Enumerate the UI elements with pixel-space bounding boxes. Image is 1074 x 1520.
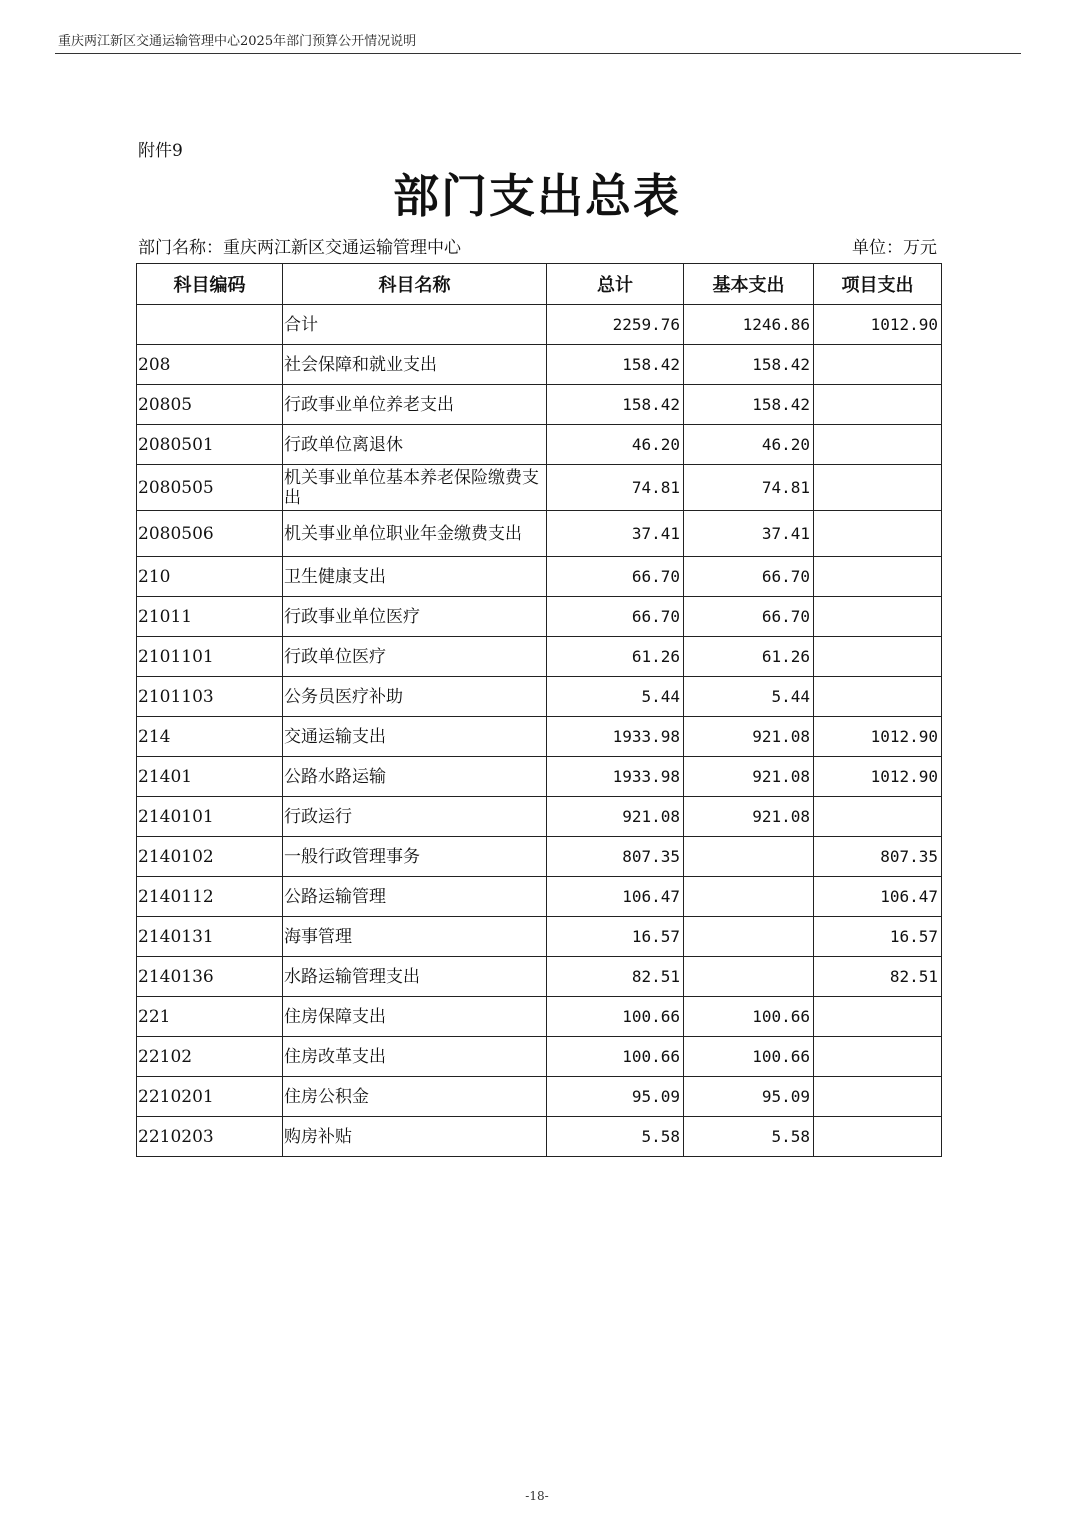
table-row [137, 1117, 942, 1157]
expenditure-table [136, 263, 942, 1157]
cell-total: 5.58 [547, 1117, 684, 1157]
cell-project [814, 345, 942, 385]
cell-code: 2210203 [137, 1117, 283, 1157]
table-row [137, 957, 942, 997]
page-number: -18- [525, 1489, 549, 1503]
table-row [137, 345, 942, 385]
table-row [137, 465, 942, 511]
cell-name: 水路运输管理支出 [283, 957, 547, 997]
cell-name: 住房保障支出 [283, 997, 547, 1037]
cell-name: 卫生健康支出 [283, 557, 547, 597]
cell-project: 82.51 [814, 957, 942, 997]
cell-name: 交通运输支出 [283, 717, 547, 757]
cell-name: 行政事业单位医疗 [283, 597, 547, 637]
cell-total: 82.51 [547, 957, 684, 997]
cell-basic: 95.09 [684, 1077, 814, 1117]
cell-project [814, 557, 942, 597]
cell-basic: 100.66 [684, 997, 814, 1037]
cell-name: 行政单位医疗 [283, 637, 547, 677]
cell-project [814, 677, 942, 717]
cell-basic: 921.08 [684, 717, 814, 757]
cell-project: 106.47 [814, 877, 942, 917]
cell-code: 208 [137, 345, 283, 385]
cell-project [814, 1077, 942, 1117]
table-row [137, 557, 942, 597]
table-row [137, 757, 942, 797]
table-header-row [137, 264, 942, 305]
cell-code: 2101101 [137, 637, 283, 677]
cell-project [814, 1037, 942, 1077]
cell-code: 2080506 [137, 511, 283, 557]
header-code: 科目编码 [137, 264, 283, 305]
cell-total: 5.44 [547, 677, 684, 717]
cell-code: 2140131 [137, 917, 283, 957]
cell-name: 行政事业单位养老支出 [283, 385, 547, 425]
cell-code: 214 [137, 717, 283, 757]
cell-code: 2080505 [137, 465, 283, 511]
cell-project [814, 797, 942, 837]
table-row [137, 837, 942, 877]
cell-code: 2101103 [137, 677, 283, 717]
cell-name: 行政单位离退休 [283, 425, 547, 465]
cell-basic: 158.42 [684, 385, 814, 425]
cell-name: 公路水路运输 [283, 757, 547, 797]
cell-code [137, 305, 283, 345]
cell-basic: 61.26 [684, 637, 814, 677]
cell-basic: 921.08 [684, 757, 814, 797]
cell-basic: 1246.86 [684, 305, 814, 345]
cell-total: 61.26 [547, 637, 684, 677]
cell-project [814, 511, 942, 557]
table-row [137, 305, 942, 345]
cell-code: 2140102 [137, 837, 283, 877]
cell-name: 住房改革支出 [283, 1037, 547, 1077]
running-header: 重庆两江新区交通运输管理中心2025年部门预算公开情况说明 [58, 34, 417, 49]
cell-name: 行政运行 [283, 797, 547, 837]
cell-code: 2140136 [137, 957, 283, 997]
table-row [137, 1037, 942, 1077]
cell-basic: 158.42 [684, 345, 814, 385]
cell-total: 66.70 [547, 597, 684, 637]
cell-code: 22102 [137, 1037, 283, 1077]
cell-basic: 46.20 [684, 425, 814, 465]
header-name: 科目名称 [283, 264, 547, 305]
cell-project [814, 597, 942, 637]
cell-project: 1012.90 [814, 717, 942, 757]
cell-basic: 5.58 [684, 1117, 814, 1157]
table-row [137, 511, 942, 557]
table-row [137, 677, 942, 717]
cell-basic [684, 917, 814, 957]
cell-code: 2080501 [137, 425, 283, 465]
cell-project [814, 1117, 942, 1157]
table-row [137, 385, 942, 425]
cell-total: 95.09 [547, 1077, 684, 1117]
cell-total: 46.20 [547, 425, 684, 465]
department-label: 部门名称：重庆两江新区交通运输管理中心 [138, 238, 461, 258]
cell-total: 921.08 [547, 797, 684, 837]
attachment-label: 附件9 [138, 141, 183, 161]
cell-total: 37.41 [547, 511, 684, 557]
cell-project: 807.35 [814, 837, 942, 877]
cell-basic [684, 877, 814, 917]
cell-total: 74.81 [547, 465, 684, 511]
cell-name: 机关事业单位基本养老保险缴费支出 [283, 465, 547, 511]
cell-total: 2259.76 [547, 305, 684, 345]
cell-name: 公路运输管理 [283, 877, 547, 917]
cell-basic: 66.70 [684, 557, 814, 597]
cell-total: 1933.98 [547, 717, 684, 757]
cell-basic: 5.44 [684, 677, 814, 717]
cell-project [814, 425, 942, 465]
cell-code: 2140101 [137, 797, 283, 837]
table-body [137, 305, 942, 1157]
cell-name: 海事管理 [283, 917, 547, 957]
cell-basic [684, 837, 814, 877]
cell-code: 2140112 [137, 877, 283, 917]
cell-name: 社会保障和就业支出 [283, 345, 547, 385]
cell-total: 106.47 [547, 877, 684, 917]
cell-name: 购房补贴 [283, 1117, 547, 1157]
cell-basic: 100.66 [684, 1037, 814, 1077]
cell-project [814, 385, 942, 425]
cell-code: 20805 [137, 385, 283, 425]
cell-project [814, 637, 942, 677]
table-row [137, 425, 942, 465]
cell-total: 1933.98 [547, 757, 684, 797]
cell-project: 1012.90 [814, 757, 942, 797]
cell-code: 221 [137, 997, 283, 1037]
table-row [137, 637, 942, 677]
cell-code: 21011 [137, 597, 283, 637]
cell-total: 100.66 [547, 1037, 684, 1077]
cell-basic: 74.81 [684, 465, 814, 511]
table-row [137, 1077, 942, 1117]
cell-basic: 921.08 [684, 797, 814, 837]
cell-name: 公务员医疗补助 [283, 677, 547, 717]
cell-name: 住房公积金 [283, 1077, 547, 1117]
cell-total: 100.66 [547, 997, 684, 1037]
cell-code: 2210201 [137, 1077, 283, 1117]
cell-total: 66.70 [547, 557, 684, 597]
cell-project [814, 465, 942, 511]
cell-total: 16.57 [547, 917, 684, 957]
header-rule [55, 53, 1021, 54]
cell-basic [684, 957, 814, 997]
cell-basic: 37.41 [684, 511, 814, 557]
table-row [137, 877, 942, 917]
cell-name: 一般行政管理事务 [283, 837, 547, 877]
table-row [137, 797, 942, 837]
table-row [137, 917, 942, 957]
table-row [137, 997, 942, 1037]
page-title: 部门支出总表 [393, 169, 681, 223]
cell-name: 机关事业单位职业年金缴费支出 [283, 511, 547, 557]
cell-project: 1012.90 [814, 305, 942, 345]
cell-project [814, 997, 942, 1037]
unit-label: 单位：万元 [852, 238, 937, 258]
cell-basic: 66.70 [684, 597, 814, 637]
cell-code: 21401 [137, 757, 283, 797]
header-total: 总计 [547, 264, 684, 305]
cell-name: 合计 [283, 305, 547, 345]
header-basic: 基本支出 [684, 264, 814, 305]
table-row [137, 597, 942, 637]
cell-total: 807.35 [547, 837, 684, 877]
cell-project: 16.57 [814, 917, 942, 957]
cell-code: 210 [137, 557, 283, 597]
cell-total: 158.42 [547, 385, 684, 425]
header-project: 项目支出 [814, 264, 942, 305]
cell-total: 158.42 [547, 345, 684, 385]
table-row [137, 717, 942, 757]
